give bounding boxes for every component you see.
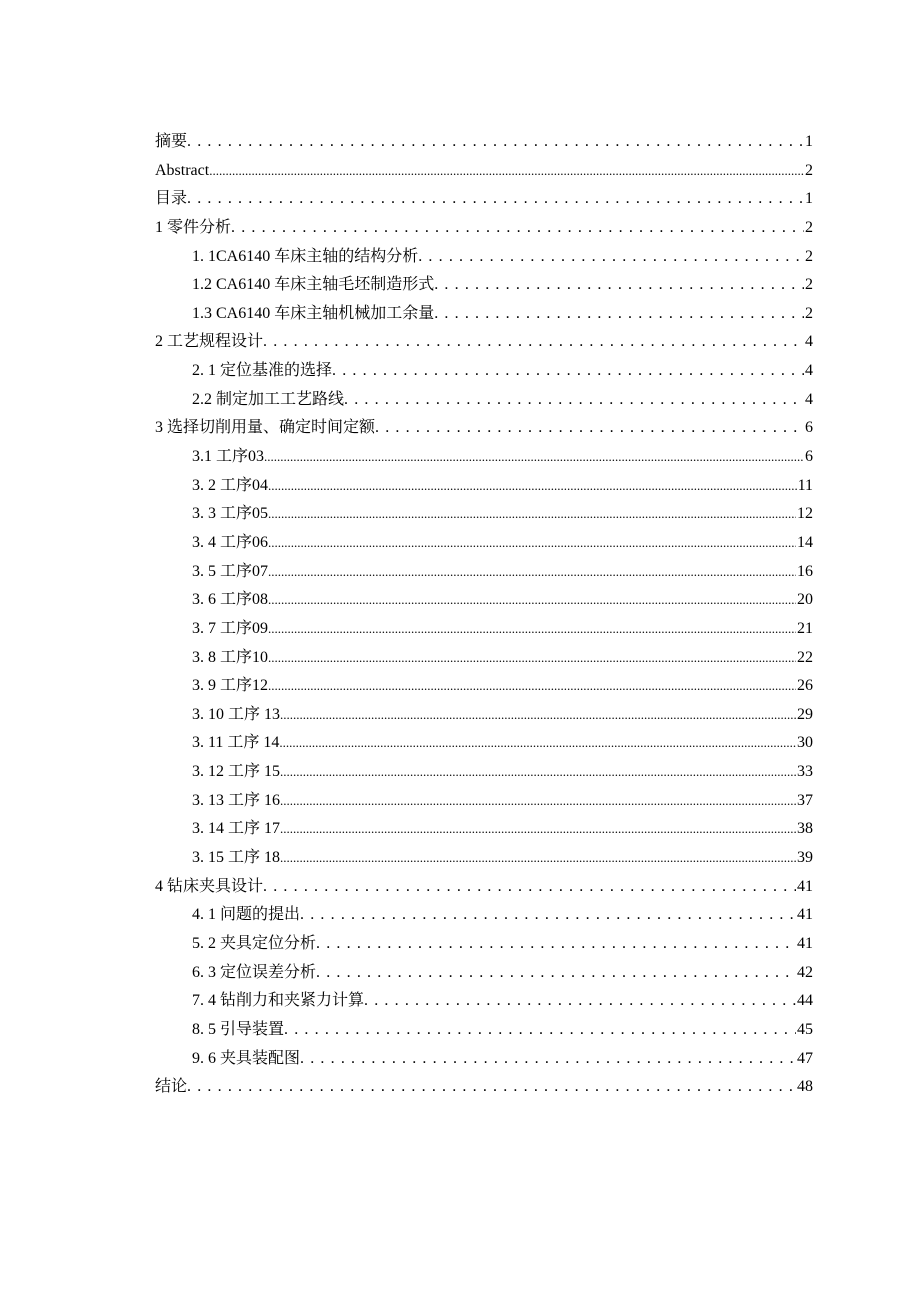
toc-dot-leader: [280, 701, 796, 730]
toc-entry[interactable]: [155, 844, 813, 873]
toc-dot-leader: [268, 529, 796, 558]
toc-entry[interactable]: [155, 500, 813, 529]
toc-entry-title[interactable]: Abstract: [155, 161, 210, 179]
toc-entry-page-number: 45: [797, 1020, 813, 1038]
toc-entry[interactable]: [155, 987, 813, 1016]
toc-entry-page-number: 47: [797, 1049, 813, 1067]
toc-dot-leader: [263, 328, 804, 357]
toc-entry[interactable]: [155, 1016, 813, 1045]
toc-dot-leader: [187, 1073, 796, 1102]
toc-entry-title[interactable]: 3. 13 工序 16: [192, 791, 281, 809]
toc-entry[interactable]: [155, 959, 813, 988]
toc-entry-title[interactable]: 4. 1 问题的提出: [192, 906, 301, 924]
toc-dot-leader: [263, 873, 796, 902]
toc-dot-leader: [268, 586, 796, 615]
toc-entry[interactable]: [155, 328, 813, 357]
toc-entry-page-number: 41: [797, 877, 813, 895]
toc-entry[interactable]: [155, 300, 813, 329]
toc-entry-title[interactable]: 3. 3 工序05: [192, 505, 269, 523]
toc-entry[interactable]: [155, 558, 813, 587]
toc-entry[interactable]: [155, 672, 813, 701]
toc-entry-title[interactable]: 1 零件分析: [155, 218, 232, 236]
toc-entry-page-number: 2: [805, 304, 813, 322]
toc-entry-page-number: 21: [797, 619, 813, 637]
toc-entry-title[interactable]: 2. 1 定位基准的选择: [192, 362, 333, 380]
toc-entry-page-number: 42: [797, 963, 813, 981]
toc-entry-page-number: 22: [797, 648, 813, 666]
toc-entry[interactable]: [155, 1073, 813, 1102]
toc-entry-page-number: 11: [797, 476, 813, 494]
toc-entry[interactable]: [155, 815, 813, 844]
toc-dot-leader: [434, 300, 804, 329]
toc-entry-title[interactable]: 1.2 CA6140 车床主轴毛坯制造形式: [192, 276, 435, 294]
toc-entry-title[interactable]: 3.1 工序03: [192, 448, 265, 466]
toc-dot-leader: [332, 357, 804, 386]
toc-entry-title[interactable]: 2 工艺规程设计: [155, 333, 264, 351]
toc-entry[interactable]: [155, 758, 813, 787]
toc-entry-page-number: 20: [797, 591, 813, 609]
toc-entry-title[interactable]: 3. 14 工序 17: [192, 820, 281, 838]
toc-entry-title[interactable]: 3. 4 工序06: [192, 533, 269, 551]
toc-dot-leader: [268, 644, 796, 673]
toc-entry-title[interactable]: 3. 5 工序07: [192, 562, 269, 580]
toc-entry[interactable]: [155, 472, 813, 501]
toc-entry-page-number: 33: [797, 763, 813, 781]
toc-dot-leader: [268, 558, 796, 587]
toc-entry-title[interactable]: 摘要: [155, 133, 188, 150]
toc-entry-page-number: 2: [805, 276, 813, 294]
toc-entry[interactable]: [155, 414, 813, 443]
toc-dot-leader: [344, 386, 804, 415]
toc-entry-title[interactable]: 4 钻床夹具设计: [155, 877, 264, 895]
toc-entry[interactable]: [155, 901, 813, 930]
toc-entry[interactable]: [155, 214, 813, 243]
toc-entry-title[interactable]: 结论: [155, 1078, 188, 1096]
toc-dot-leader: [418, 243, 804, 272]
toc-dot-leader: [268, 472, 797, 501]
toc-entry-page-number: 39: [797, 849, 813, 867]
toc-entry-page-number: 1: [805, 190, 813, 208]
toc-entry[interactable]: [155, 357, 813, 386]
toc-dot-leader: [280, 844, 796, 873]
toc-list: [155, 128, 813, 1102]
toc-dot-leader: [300, 901, 796, 930]
toc-entry-title[interactable]: 3. 7 工序09: [192, 619, 269, 637]
toc-entry-page-number: 2: [805, 218, 813, 236]
toc-entry-title[interactable]: 3. 15 工序 18: [192, 849, 281, 867]
toc-entry-title[interactable]: 3. 12 工序 15: [192, 763, 281, 781]
toc-entry-title[interactable]: 2.2 制定加工工艺路线: [192, 390, 345, 408]
toc-dot-leader: [268, 500, 796, 529]
toc-entry-page-number: 1: [805, 133, 813, 150]
toc-dot-leader: [364, 987, 796, 1016]
toc-dot-leader: [187, 128, 804, 157]
toc-entry-page-number: 4: [805, 362, 813, 380]
toc-entry-page-number: 4: [805, 333, 813, 351]
toc-entry-page-number: 6: [805, 419, 813, 437]
toc-dot-leader: [280, 815, 796, 844]
toc-entry-title[interactable]: 8. 5 引导装置: [192, 1020, 285, 1038]
toc-entry-title[interactable]: 3. 6 工序08: [192, 591, 269, 609]
toc-entry[interactable]: [155, 930, 813, 959]
toc-dot-leader: [280, 758, 796, 787]
toc-entry-title[interactable]: 3 选择切削用量、确定时间定额: [155, 419, 376, 437]
toc-entry-title[interactable]: 3. 2 工序04: [192, 476, 269, 494]
toc-entry[interactable]: [155, 386, 813, 415]
toc-dot-leader: [375, 414, 804, 443]
toc-dot-leader: [316, 959, 796, 988]
toc-entry-title[interactable]: 3. 11 工序 14: [192, 734, 280, 752]
toc-entry-title[interactable]: 3. 8 工序10: [192, 648, 269, 666]
toc-dot-leader: [209, 157, 804, 186]
toc-entry-title[interactable]: 3. 9 工序12: [192, 677, 269, 695]
toc-entry-title[interactable]: 9. 6 夹具装配图: [192, 1049, 301, 1067]
toc-entry-page-number: 2: [805, 161, 813, 179]
toc-entry[interactable]: [155, 157, 813, 186]
toc-entry-title[interactable]: 6. 3 定位误差分析: [192, 963, 317, 981]
toc-entry-page-number: 38: [797, 820, 813, 838]
toc-dot-leader: [231, 214, 804, 243]
toc-dot-leader: [187, 185, 804, 214]
toc-entry-title[interactable]: 5. 2 夹具定位分析: [192, 934, 317, 952]
toc-entry[interactable]: [155, 729, 813, 758]
toc-entry-page-number: 26: [797, 677, 813, 695]
toc-entry-page-number: 4: [805, 390, 813, 408]
toc-entry[interactable]: [155, 443, 813, 472]
toc-entry-page-number: 30: [797, 734, 813, 752]
toc-entry[interactable]: [155, 185, 813, 214]
toc-dot-leader: [268, 615, 796, 644]
toc-entry-page-number: 48: [797, 1078, 813, 1096]
toc-entry[interactable]: [155, 529, 813, 558]
toc-entry-page-number: 44: [797, 992, 813, 1010]
toc-entry[interactable]: [155, 243, 813, 272]
toc-entry[interactable]: [155, 615, 813, 644]
toc-entry-page-number: 41: [797, 906, 813, 924]
toc-page: [155, 128, 813, 1102]
toc-entry-page-number: 6: [805, 448, 813, 466]
toc-dot-leader: [316, 930, 796, 959]
toc-dot-leader: [279, 729, 796, 758]
toc-entry[interactable]: [155, 873, 813, 902]
toc-entry[interactable]: [155, 1045, 813, 1074]
toc-entry-title[interactable]: 1.3 CA6140 车床主轴机械加工余量: [192, 304, 435, 322]
toc-entry-title[interactable]: 7. 4 钻削力和夹紧力计算: [192, 992, 365, 1010]
toc-dot-leader: [268, 672, 796, 701]
toc-dot-leader: [280, 787, 796, 816]
toc-entry-page-number: 37: [797, 791, 813, 809]
toc-entry-page-number: 14: [797, 533, 813, 551]
toc-dot-leader: [300, 1045, 796, 1074]
toc-entry[interactable]: [155, 644, 813, 673]
toc-entry-title[interactable]: 1. 1CA6140 车床主轴的结构分析: [192, 247, 419, 265]
toc-entry-page-number: 16: [797, 562, 813, 580]
toc-entry-title[interactable]: 3. 10 工序 13: [192, 705, 281, 723]
toc-entry-page-number: 29: [797, 705, 813, 723]
toc-entry-title[interactable]: 目录: [155, 190, 188, 208]
toc-dot-leader: [434, 271, 804, 300]
toc-entry[interactable]: [155, 586, 813, 615]
toc-entry[interactable]: [155, 701, 813, 730]
toc-dot-leader: [264, 443, 804, 472]
toc-entry[interactable]: [155, 787, 813, 816]
toc-entry-page-number: 41: [797, 934, 813, 952]
toc-dot-leader: [284, 1016, 796, 1045]
toc-entry-page-number: 2: [805, 247, 813, 265]
toc-entry[interactable]: [155, 271, 813, 300]
toc-entry[interactable]: [155, 128, 813, 157]
toc-entry-page-number: 12: [797, 505, 813, 523]
